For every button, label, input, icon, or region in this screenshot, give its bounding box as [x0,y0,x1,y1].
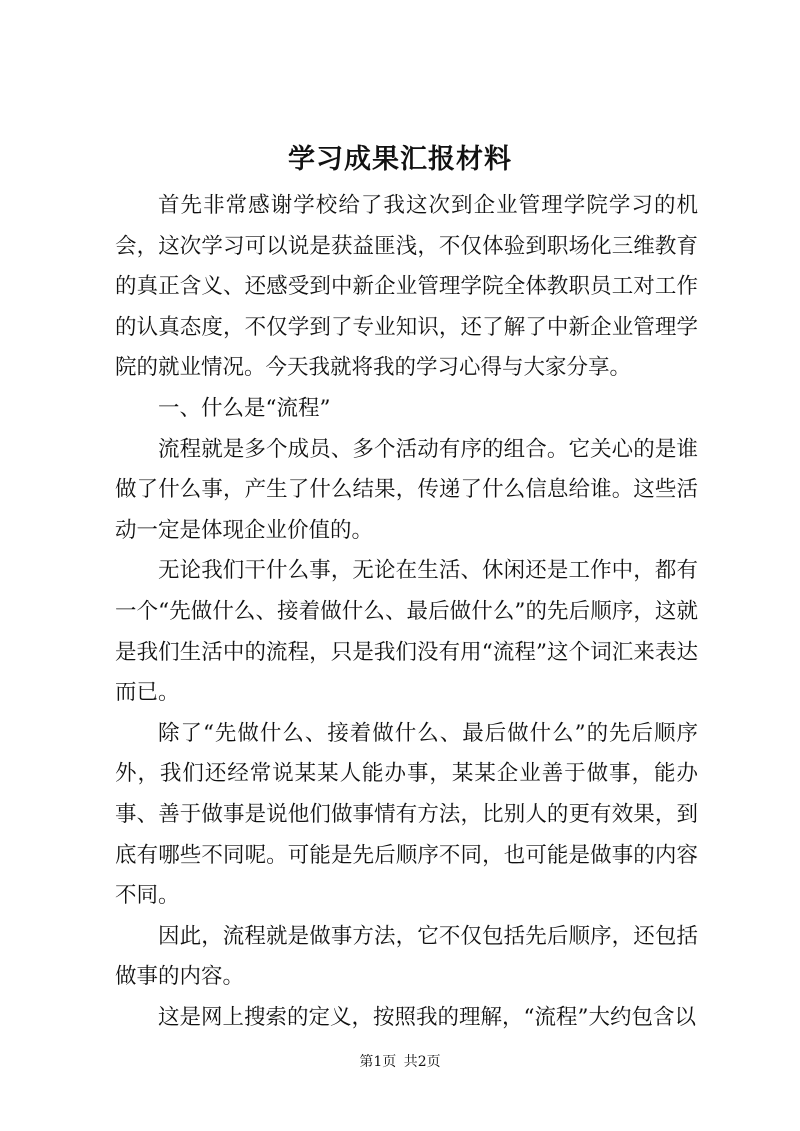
paragraph-definition: 流程就是多个成员、多个活动有序的组合。它关心的是谁做了什么事，产生了什么结果，传递了什么信息给谁。这些活动一定是体现企业价值的。 [115,436,698,543]
paragraph-conclusion: 因此，流程就是做事方法，它不仅包括先后顺序，还包括做事的内容。 [115,923,698,990]
paragraph-daily-life: 无论我们干什么事，无论在生活、休闲还是工作中，都有一个“先做什么、接着做什么、最后做什么”的先后顺序，这就是我们生活中的流程，只是我们没有用“流程”这个词汇来表达而已。 [115,558,698,706]
document-title: 学习成果汇报材料 [288,144,512,175]
paragraph-methods: 除了“先做什么、接着做什么、最后做什么”的先后顺序外，我们还经常说某某人能办事，某某企业善于做事，能办事、善于做事是说他们做事情有方法，比别人的更有效果，到底有哪些不同呢。可能是先后顺序不同，也可能是做事的内容不同。 [115,720,698,909]
document-body [115,186,698,1038]
paragraph-understanding: 这是网上搜索的定义，按照我的理解，“流程”大约包含以 [158,1004,696,1030]
page-footer: 第1页 共2页 [359,1054,441,1070]
paragraph-intro: 首先非常感谢学校给了我这次到企业管理学院学习的机会，这次学习可以说是获益匪浅，不仅体验到职场化三维教育的真正含义、还感受到中新企业管理学院全体教职员工对工作的认真态度，不仅学到了专业知识，还了解了中新企业管理学院的就业情况。今天我就将我的学习心得与大家分享。 [115,193,698,381]
section-heading-process: 一、什么是“流程” [158,395,331,421]
